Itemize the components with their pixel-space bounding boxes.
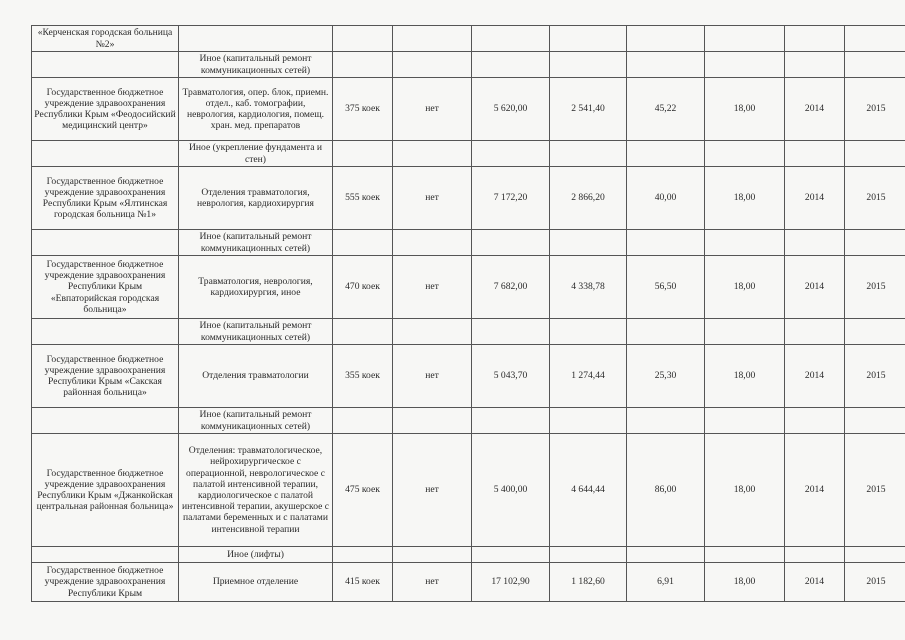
start-year-cell: 2014 [785,167,845,230]
table-row [32,434,905,547]
percent-cell [627,230,705,256]
pso-cell [393,230,472,256]
institution-cell: Государственное бюджетное учреждение здравоохранения Республики Крым «Джанкойская центральная районная больница» [32,434,179,547]
completed-cost-cell: 2 866,20 [550,167,627,230]
institution-cell: Государственное бюджетное учреждение здравоохранения Республики Крым «Евпаторийская городская больница» [32,256,179,319]
department-cell: Приемное отделение [179,563,333,602]
beds-cell [333,319,393,345]
beds-cell: 555 коек [333,167,393,230]
pso-cell [393,547,472,563]
department-cell: Отделения травматологии [179,345,333,408]
beds-cell: 415 коек [333,563,393,602]
beds-cell [333,26,393,52]
total-cost-cell [472,408,550,434]
percent-cell [627,319,705,345]
completed-cost-cell [550,141,627,167]
start-year-cell [785,52,845,78]
total-cost-cell [472,319,550,345]
table-row [32,563,905,602]
institution-cell [32,408,179,434]
percent-cell: 86,00 [627,434,705,547]
completed-cost-cell: 4 338,78 [550,256,627,319]
department-cell: Иное (капитальный ремонт коммуникационных сетей) [179,319,333,345]
end-year-cell [845,52,905,78]
normative-cell [705,230,785,256]
beds-cell [333,141,393,167]
beds-cell [333,547,393,563]
total-cost-cell: 7 172,20 [472,167,550,230]
percent-cell: 45,22 [627,78,705,141]
department-cell: Иное (капитальный ремонт коммуникационных сетей) [179,52,333,78]
table-row [32,78,905,141]
pso-cell [393,141,472,167]
end-year-cell [845,408,905,434]
start-year-cell [785,26,845,52]
normative-cell [705,319,785,345]
pso-cell [393,52,472,78]
start-year-cell: 2014 [785,345,845,408]
beds-cell [333,408,393,434]
beds-cell: 375 коек [333,78,393,141]
end-year-cell [845,26,905,52]
beds-cell [333,230,393,256]
table-row [32,141,905,167]
end-year-cell: 2015 [845,563,905,602]
hospital-table [31,25,905,602]
percent-cell [627,26,705,52]
normative-cell: 18,00 [705,78,785,141]
pso-cell: нет [393,434,472,547]
completed-cost-cell [550,26,627,52]
pso-cell [393,319,472,345]
total-cost-cell [472,547,550,563]
percent-cell: 40,00 [627,167,705,230]
institution-cell: Государственное бюджетное учреждение здравоохранения Республики Крым [32,563,179,602]
total-cost-cell: 7 682,00 [472,256,550,319]
department-cell: Отделения травматология, неврология, кардиохирургия [179,167,333,230]
start-year-cell: 2014 [785,78,845,141]
percent-cell [627,141,705,167]
table-row [32,319,905,345]
normative-cell: 18,00 [705,563,785,602]
institution-cell: Государственное бюджетное учреждение здравоохранения Республики Крым «Ялтинская городская больница №1» [32,167,179,230]
total-cost-cell: 5 043,70 [472,345,550,408]
table-row [32,26,905,52]
table-row [32,345,905,408]
start-year-cell: 2014 [785,434,845,547]
beds-cell: 355 коек [333,345,393,408]
end-year-cell [845,547,905,563]
end-year-cell: 2015 [845,434,905,547]
department-cell: Иное (укрепление фундамента и стен) [179,141,333,167]
start-year-cell [785,230,845,256]
total-cost-cell: 17 102,90 [472,563,550,602]
end-year-cell [845,319,905,345]
completed-cost-cell: 2 541,40 [550,78,627,141]
completed-cost-cell [550,319,627,345]
end-year-cell [845,230,905,256]
institution-cell [32,141,179,167]
completed-cost-cell: 4 644,44 [550,434,627,547]
start-year-cell [785,408,845,434]
institution-cell: «Керченская городская больница №2» [32,26,179,52]
normative-cell [705,52,785,78]
department-cell [179,26,333,52]
percent-cell [627,547,705,563]
pso-cell: нет [393,563,472,602]
pso-cell: нет [393,78,472,141]
normative-cell [705,408,785,434]
completed-cost-cell: 1 274,44 [550,345,627,408]
department-cell: Травматология, опер. блок, приемн. отдел., каб. томографии, неврология, кардиология, помещ. хран. мед. препаратов [179,78,333,141]
end-year-cell: 2015 [845,256,905,319]
total-cost-cell: 5 400,00 [472,434,550,547]
completed-cost-cell [550,230,627,256]
start-year-cell: 2014 [785,563,845,602]
institution-cell [32,547,179,563]
table-body [32,26,905,602]
total-cost-cell: 5 620,00 [472,78,550,141]
institution-cell [32,230,179,256]
end-year-cell: 2015 [845,345,905,408]
department-cell: Иное (капитальный ремонт коммуникационных сетей) [179,230,333,256]
beds-cell [333,52,393,78]
pso-cell: нет [393,167,472,230]
normative-cell [705,141,785,167]
start-year-cell: 2014 [785,256,845,319]
table-row [32,230,905,256]
end-year-cell [845,141,905,167]
institution-cell: Государственное бюджетное учреждение здравоохранения Республики Крым «Феодосийский медицинский центр» [32,78,179,141]
normative-cell: 18,00 [705,167,785,230]
end-year-cell: 2015 [845,167,905,230]
total-cost-cell [472,141,550,167]
percent-cell: 6,91 [627,563,705,602]
beds-cell: 475 коек [333,434,393,547]
percent-cell: 56,50 [627,256,705,319]
department-cell: Иное (капитальный ремонт коммуникационных сетей) [179,408,333,434]
institution-cell: Государственное бюджетное учреждение здравоохранения Республики Крым «Сакская районная больница» [32,345,179,408]
normative-cell: 18,00 [705,345,785,408]
pso-cell: нет [393,345,472,408]
table-row [32,256,905,319]
percent-cell [627,408,705,434]
department-cell: Травматология, неврология, кардиохирургия, иное [179,256,333,319]
normative-cell [705,26,785,52]
table-row [32,167,905,230]
institution-cell [32,319,179,345]
end-year-cell: 2015 [845,78,905,141]
department-cell: Отделения: травматологическое, нейрохирургическое с операционной, неврологическое с палатой интенсивной терапии, кардиологическое с палатой интенсивной терапии, акушерское с палатами беременных и с палатами интенсивной терапии [179,434,333,547]
normative-cell: 18,00 [705,434,785,547]
total-cost-cell [472,52,550,78]
institution-cell [32,52,179,78]
pso-cell [393,408,472,434]
pso-cell [393,26,472,52]
table-row [32,408,905,434]
pso-cell: нет [393,256,472,319]
beds-cell: 470 коек [333,256,393,319]
table-row [32,547,905,563]
department-cell: Иное (лифты) [179,547,333,563]
start-year-cell [785,141,845,167]
completed-cost-cell [550,408,627,434]
completed-cost-cell [550,52,627,78]
completed-cost-cell: 1 182,60 [550,563,627,602]
start-year-cell [785,547,845,563]
total-cost-cell [472,230,550,256]
start-year-cell [785,319,845,345]
normative-cell [705,547,785,563]
percent-cell: 25,30 [627,345,705,408]
completed-cost-cell [550,547,627,563]
table-row [32,52,905,78]
normative-cell: 18,00 [705,256,785,319]
total-cost-cell [472,26,550,52]
percent-cell [627,52,705,78]
